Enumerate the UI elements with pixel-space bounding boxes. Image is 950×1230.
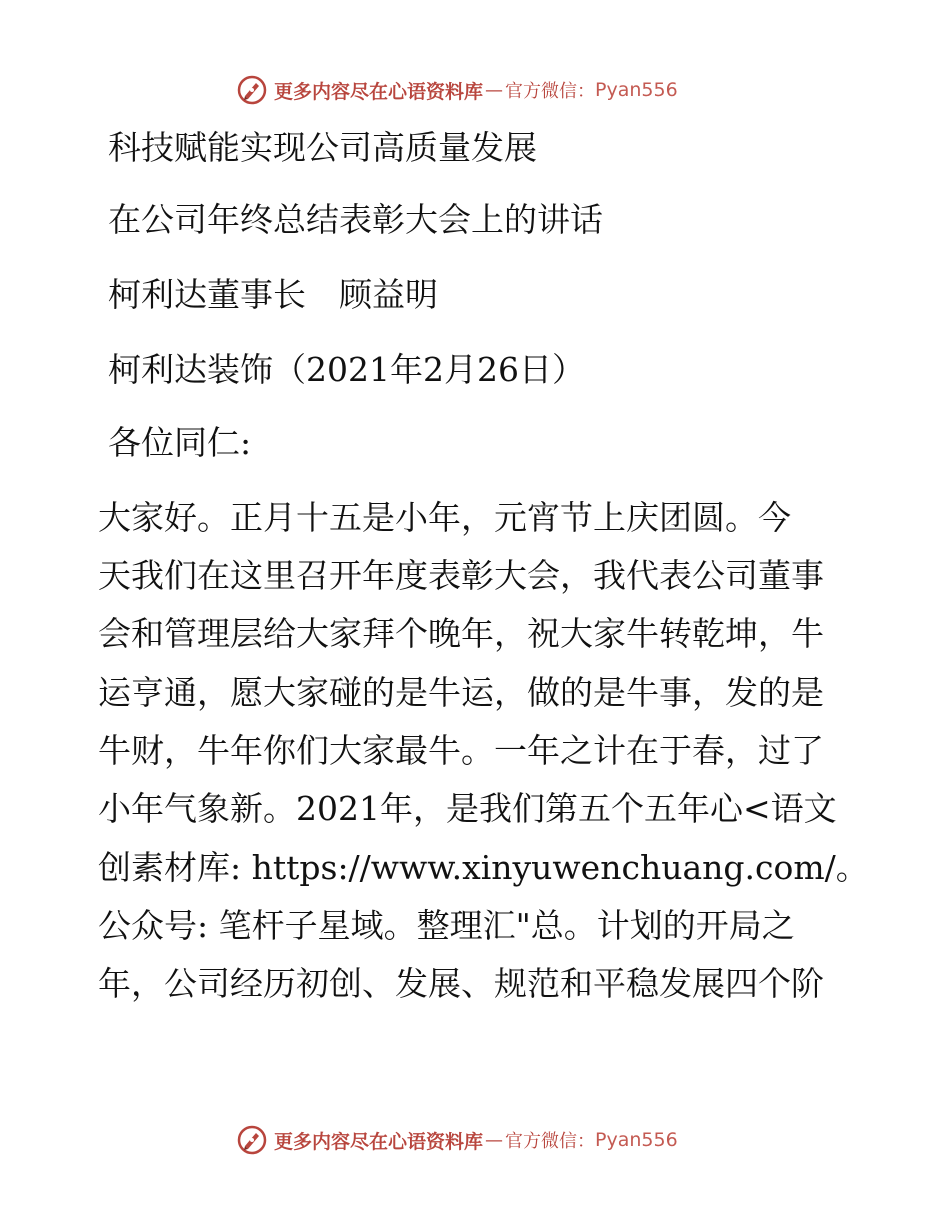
- document-title: 科技赋能实现公司高质量发展: [108, 128, 537, 167]
- body-line: 大家好。正月十五是小年，元宵节上庆团圆。今: [98, 498, 791, 537]
- watermark-brand: 更多内容尽在心语资料库: [274, 1130, 484, 1153]
- body-line: 会和管理层给大家拜个晚年，祝大家牛转乾坤，牛: [98, 614, 824, 653]
- pen-seal-icon: [236, 1124, 268, 1156]
- body-line: 创素材库: https://www.xinyuwenchuang.com/。: [98, 848, 869, 887]
- body-line: 公众号: 笔杆子星域。整理汇"总。计划的开局之: [98, 906, 795, 945]
- watermark-separator: —: [485, 1129, 504, 1151]
- body-line: 牛财，牛年你们大家最牛。一年之计在于春，过了: [98, 731, 824, 770]
- watermark-brand: 更多内容尽在心语资料库: [274, 80, 484, 103]
- watermark-official-label: 官方微信：: [505, 81, 596, 102]
- watermark-footer: [236, 1122, 716, 1158]
- watermark-official-label: 官方微信：: [505, 1131, 596, 1152]
- org-date-line: 柯利达装饰（2021年2月26日）: [108, 350, 585, 389]
- document-subtitle: 在公司年终总结表彰大会上的讲话: [108, 200, 603, 239]
- watermark-account: Pyan556: [595, 79, 678, 101]
- watermark-account: Pyan556: [595, 1129, 678, 1151]
- watermark-separator: —: [485, 79, 504, 101]
- pen-seal-icon: [236, 74, 268, 106]
- speaker-line: 柯利达董事长 顾益明: [108, 275, 438, 314]
- salutation: 各位同仁:: [108, 423, 252, 462]
- body-line: 天我们在这里召开年度表彰大会，我代表公司董事: [98, 556, 824, 595]
- body-line: 运亨通，愿大家碰的是牛运，做的是牛事，发的是: [98, 673, 824, 712]
- body-line: 年，公司经历初创、发展、规范和平稳发展四个阶: [98, 964, 824, 1003]
- watermark-header: [236, 72, 716, 108]
- body-line: 小年气象新。2021年，是我们第五个五年心<语文: [98, 789, 837, 828]
